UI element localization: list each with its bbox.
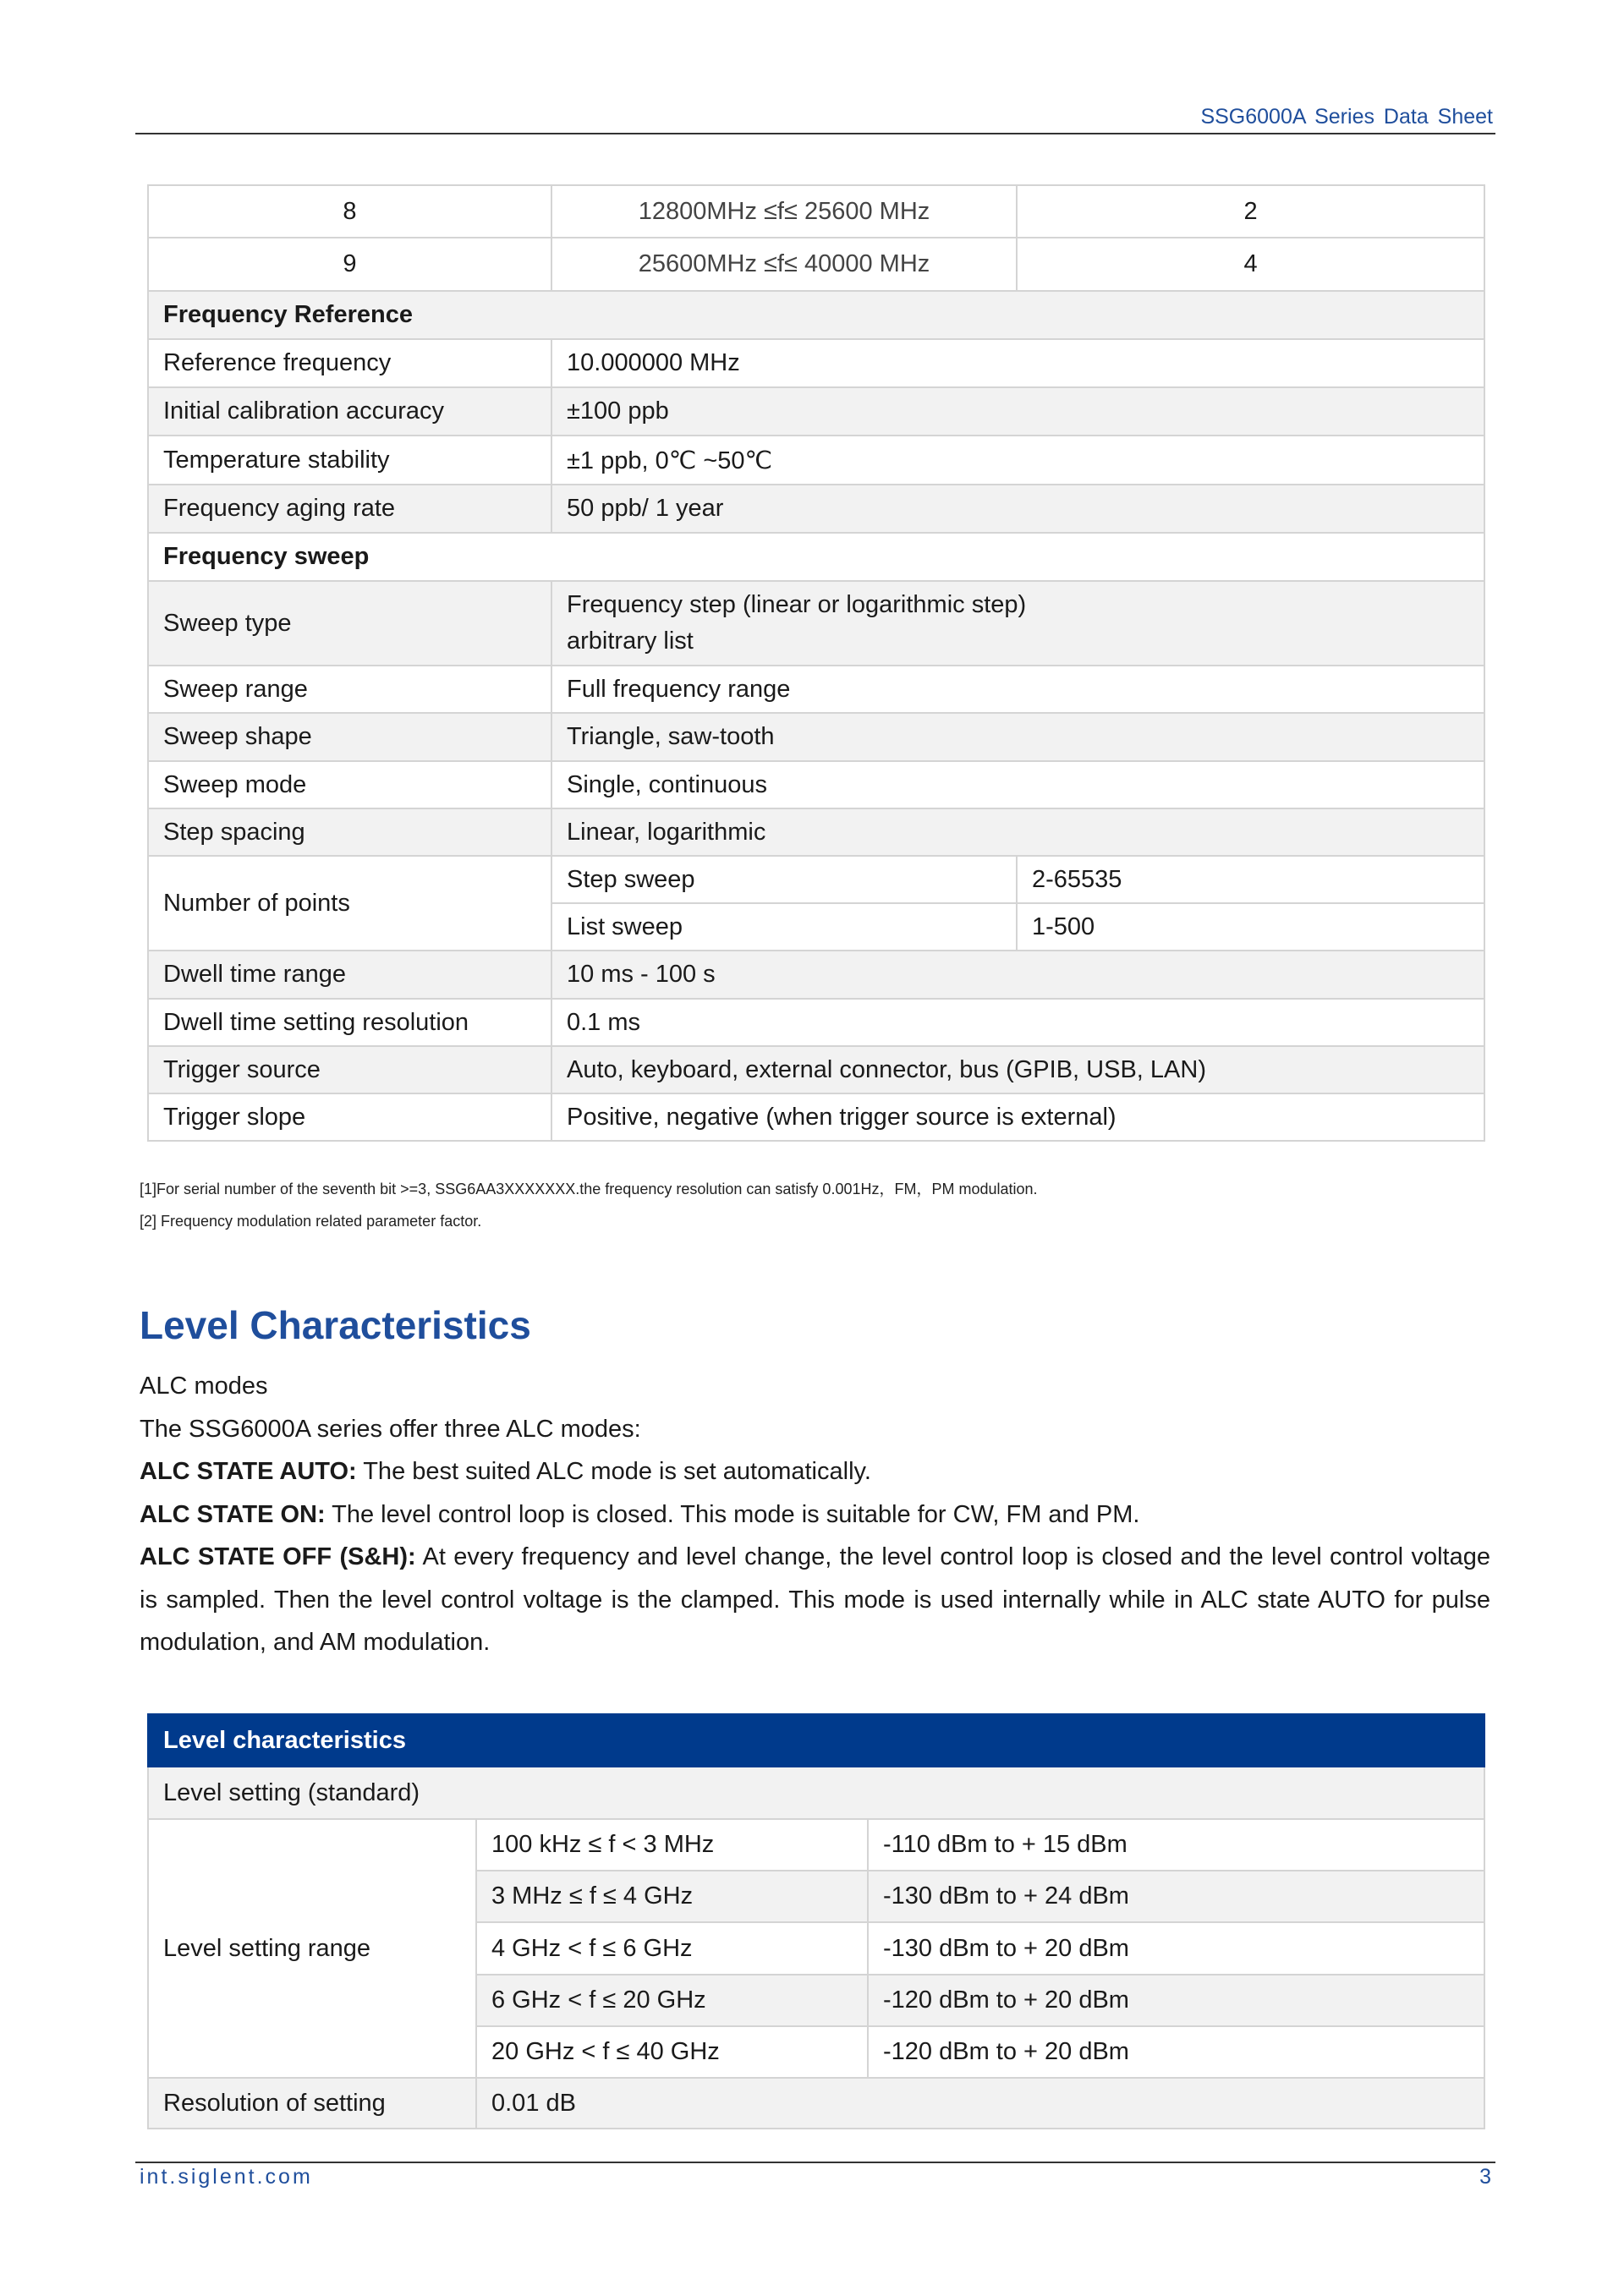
points-kind: Step sweep bbox=[551, 856, 1017, 903]
row-label: Sweep shape bbox=[148, 713, 551, 761]
alc-description bbox=[140, 1365, 1490, 1664]
table-row bbox=[148, 1046, 1484, 1093]
row-label: Sweep mode bbox=[148, 761, 551, 808]
row-label: Reference frequency bbox=[148, 339, 551, 387]
row-label: Sweep type bbox=[148, 581, 551, 666]
footnote-2: [2] Frequency modulation related parameter factor. bbox=[140, 1213, 482, 1230]
row-value: 0.01 dB bbox=[476, 2078, 1484, 2129]
footnote-1: [1]For serial number of the seventh bit >=3, SSG6AA3XXXXXXX.the frequency resolution can satisfy 0.001Hz，FM，PM modulation. bbox=[140, 1181, 1038, 1197]
band-number: 8 bbox=[148, 185, 551, 238]
header-title: SSG6000A Series Data Sheet bbox=[1200, 105, 1493, 129]
header-divider bbox=[135, 133, 1495, 134]
table-row bbox=[148, 1819, 1484, 1871]
row-value: Linear, logarithmic bbox=[551, 808, 1484, 856]
row-label: Trigger slope bbox=[148, 1093, 551, 1141]
freq-range: 20 GHz < f ≤ 40 GHz bbox=[476, 2026, 868, 2078]
points-kind: List sweep bbox=[551, 903, 1017, 951]
row-label: Level setting range bbox=[148, 1819, 476, 2078]
frequency-spec-table bbox=[147, 184, 1485, 1142]
mode-text: The level control loop is closed. This mode is suitable for CW, FM and PM. bbox=[325, 1500, 1140, 1528]
row-label: Trigger source bbox=[148, 1046, 551, 1093]
freq-range: 6 GHz < f ≤ 20 GHz bbox=[476, 1975, 868, 2026]
mode-text: The best suited ALC mode is set automatically. bbox=[356, 1458, 871, 1485]
table-row bbox=[148, 2078, 1484, 2129]
row-label: Temperature stability bbox=[148, 436, 551, 485]
band-range: 25600MHz ≤f≤ 40000 MHz bbox=[551, 238, 1017, 291]
band-value: 4 bbox=[1017, 238, 1484, 291]
level-range: -130 dBm to + 24 dBm bbox=[868, 1871, 1484, 1922]
row-value: Triangle, saw-tooth bbox=[551, 713, 1484, 761]
row-label: Frequency aging rate bbox=[148, 485, 551, 533]
row-value: arbitrary list bbox=[567, 627, 694, 655]
level-range: -120 dBm to + 20 dBm bbox=[868, 1975, 1484, 2026]
row-label: Dwell time range bbox=[148, 951, 551, 999]
section-level-setting: Level setting (standard) bbox=[148, 1767, 1484, 1819]
table-row bbox=[148, 666, 1484, 713]
row-value: ±100 ppb bbox=[551, 387, 1484, 436]
table-row bbox=[148, 951, 1484, 999]
table-row bbox=[148, 238, 1484, 291]
row-value: 0.1 ms bbox=[551, 999, 1484, 1046]
row-value: 10.000000 MHz bbox=[551, 339, 1484, 387]
table-row bbox=[148, 808, 1484, 856]
row-label: Dwell time setting resolution bbox=[148, 999, 551, 1046]
row-value: Single, continuous bbox=[551, 761, 1484, 808]
row-value: Frequency step (linear or logarithmic step) bbox=[567, 591, 1027, 618]
row-value: ±1 ppb, 0℃ ~50℃ bbox=[551, 436, 1484, 485]
row-value: Positive, negative (when trigger source is external) bbox=[551, 1093, 1484, 1141]
row-value: 10 ms - 100 s bbox=[551, 951, 1484, 999]
table-row bbox=[148, 485, 1484, 533]
row-value: Full frequency range bbox=[551, 666, 1484, 713]
table-row bbox=[148, 436, 1484, 485]
mode-text: At every frequency and level change, the level control loop is closed and the level control voltage is sampled. Then the level control voltage is the clamped. This mode is used internally while in ALC state AUTO for pulse modulation, and AM modulation. bbox=[140, 1543, 1490, 1656]
mode-name: ALC STATE ON: bbox=[140, 1500, 326, 1528]
band-value: 2 bbox=[1017, 185, 1484, 238]
level-range: -130 dBm to + 20 dBm bbox=[868, 1922, 1484, 1975]
band-number: 9 bbox=[148, 238, 551, 291]
level-range: -120 dBm to + 20 dBm bbox=[868, 2026, 1484, 2078]
row-label: Sweep range bbox=[148, 666, 551, 713]
section-frequency-sweep: Frequency sweep bbox=[148, 533, 1484, 581]
row-label: Number of points bbox=[148, 856, 551, 951]
table-row bbox=[148, 713, 1484, 761]
table-row bbox=[148, 856, 1484, 903]
points-value: 2-65535 bbox=[1017, 856, 1484, 903]
points-value: 1-500 bbox=[1017, 903, 1484, 951]
page-number: 3 bbox=[1479, 2165, 1491, 2189]
table-row bbox=[148, 761, 1484, 808]
level-range: -110 dBm to + 15 dBm bbox=[868, 1819, 1484, 1871]
table-row bbox=[148, 387, 1484, 436]
row-value: 50 ppb/ 1 year bbox=[551, 485, 1484, 533]
level-characteristics-table bbox=[147, 1713, 1485, 2129]
table-row bbox=[148, 1093, 1484, 1141]
freq-range: 3 MHz ≤ f ≤ 4 GHz bbox=[476, 1871, 868, 1922]
row-label: Initial calibration accuracy bbox=[148, 387, 551, 436]
band-range: 12800MHz ≤f≤ 25600 MHz bbox=[551, 185, 1017, 238]
footer-divider bbox=[135, 2162, 1495, 2163]
intro-line: ALC modes bbox=[140, 1373, 268, 1400]
row-value: Auto, keyboard, external connector, bus (GPIB, USB, LAN) bbox=[551, 1046, 1484, 1093]
table-row bbox=[148, 185, 1484, 238]
freq-range: 100 kHz ≤ f < 3 MHz bbox=[476, 1819, 868, 1871]
mode-name: ALC STATE AUTO: bbox=[140, 1458, 357, 1485]
table-row bbox=[148, 581, 1484, 666]
section-heading: Level Characteristics bbox=[140, 1303, 531, 1347]
section-frequency-reference: Frequency Reference bbox=[148, 291, 1484, 339]
table-row bbox=[148, 339, 1484, 387]
row-label: Step spacing bbox=[148, 808, 551, 856]
mode-name: ALC STATE OFF (S&H): bbox=[140, 1543, 416, 1570]
row-label: Resolution of setting bbox=[148, 2078, 476, 2129]
footer-site-link[interactable]: int.siglent.com bbox=[140, 2165, 313, 2189]
freq-range: 4 GHz < f ≤ 6 GHz bbox=[476, 1922, 868, 1975]
table-row bbox=[148, 999, 1484, 1046]
intro-line: The SSG6000A series offer three ALC modes: bbox=[140, 1415, 641, 1443]
table-header: Level characteristics bbox=[148, 1714, 1484, 1767]
